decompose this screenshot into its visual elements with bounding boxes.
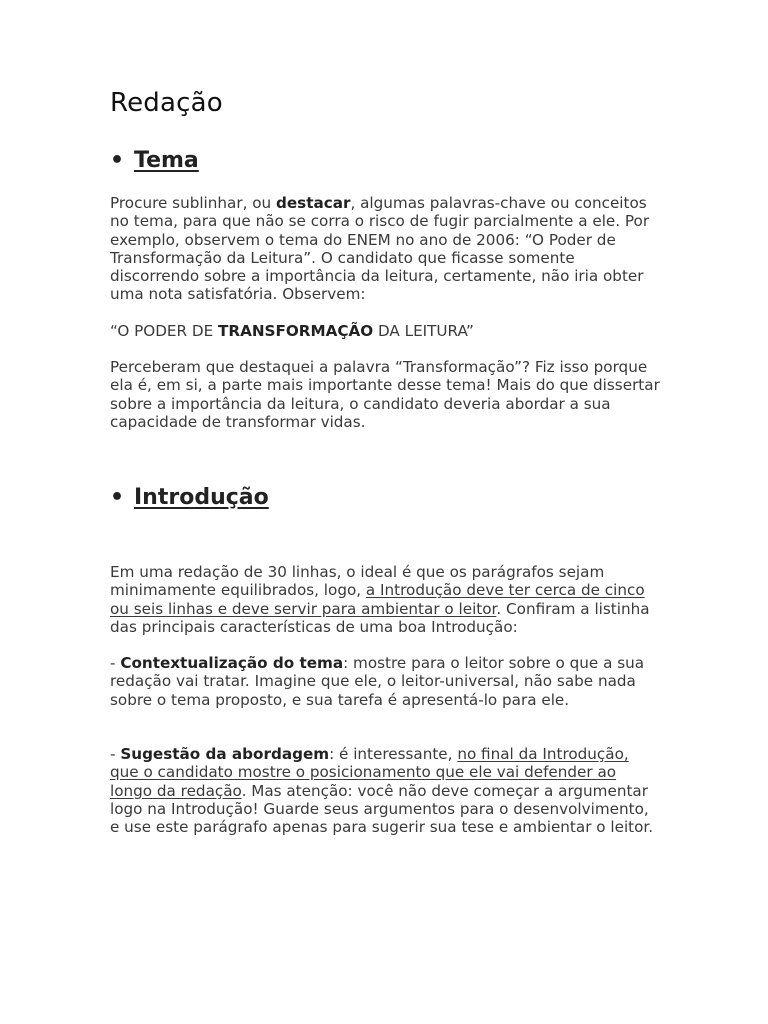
- bullet-icon: •: [110, 485, 125, 510]
- section-heading-introducao: [110, 485, 269, 510]
- introducao-item-contextualizacao: - Contextualização do tema: mostre para o leitor sobre o que a sua redação vai tratar. Imagine que ele, o leitor-universal, não sabe nada sobre o tema proposto, e sua tarefa é apresentá-lo para ele.: [110, 654, 645, 709]
- emphasis-destacar: destacar: [275, 194, 351, 212]
- underlined-posicionamento: no final da Introdução, que o candidato mostre o posicionamento que ele vai defender ao longo da redação: [110, 745, 629, 800]
- underlined-introducao-length: a Introdução deve ter cerca de cinco ou seis linhas e deve servir para ambientar o leitor: [110, 581, 645, 618]
- section-heading-tema: [110, 148, 199, 173]
- emphasis-transformacao: TRANSFORMAÇÃO: [218, 322, 374, 340]
- heading-text: Tema: [134, 148, 199, 173]
- tema-paragraph-1: Procure sublinhar, ou destacar, algumas palavras-chave ou conceitos no tema, para que não se corra o risco de fugir parcialmente a ele. Por exemplo, observem o tema do ENEM no ano de 2006: “O Poder de Transformação da Leitura”. O candidato que ficasse somente discorrendo sobre a importância da leitura, certamente, não iria obter uma nota satisfatória. Observem:: [110, 194, 650, 304]
- document-title: Redação: [110, 88, 223, 118]
- introducao-item-sugestao: - Sugestão da abordagem: é interessante, no final da Introdução, que o candidato mostre o posicionamento que ele vai defender ao longo da redação. Mas atenção: você não deve começar a argumentar logo na Introdução! Guarde seus argumentos para o desenvolvimento, e use este parágrafo apenas para sugerir sua tese e ambientar o leitor.: [110, 745, 654, 837]
- introducao-paragraph-1: Em uma redação de 30 linhas, o ideal é que os parágrafos sejam minimamente equilibrados, logo, a Introdução deve ter cerca de cinco ou seis linhas e deve servir para ambientar o leitor. Confiram a listinha das principais características de uma boa Introdução:: [110, 563, 650, 636]
- tema-quote: “O PODER DE TRANSFORMAÇÃO DA LEITURA”: [110, 322, 474, 340]
- emphasis-sugestao: Sugestão da abordagem: [120, 745, 330, 763]
- heading-text: Introdução: [134, 485, 269, 510]
- emphasis-contextualizacao: Contextualização do tema: [120, 654, 344, 672]
- tema-paragraph-3: Perceberam que destaquei a palavra “Transformação”? Fiz isso porque ela é, em si, a parte mais importante desse tema! Mais do que dissertar sobre a importância da leitura, o candidato deveria abordar a sua capacidade de transformar vidas.: [110, 358, 660, 431]
- bullet-icon: •: [110, 148, 125, 173]
